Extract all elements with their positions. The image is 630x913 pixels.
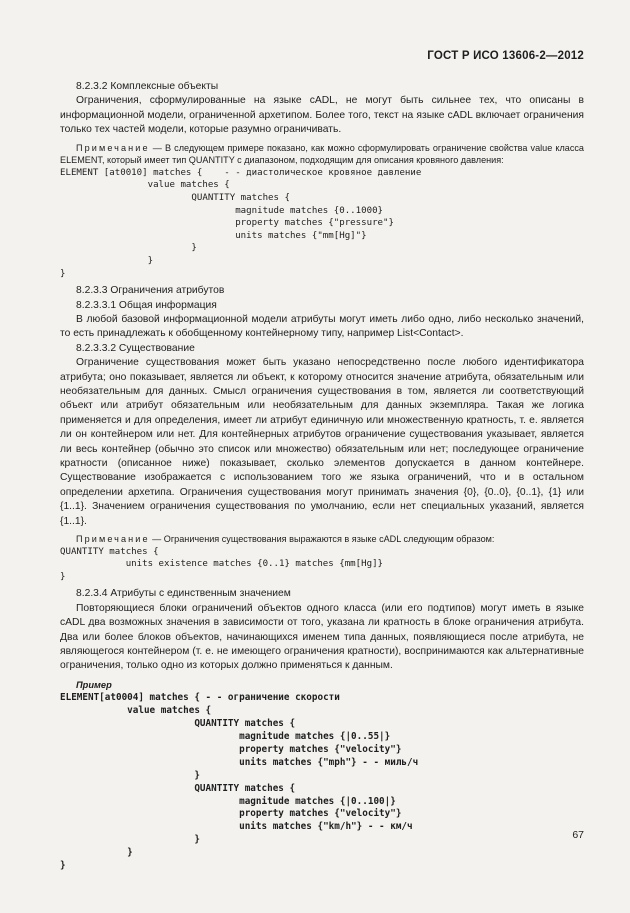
paragraph-single-valued: Повторяющиеся блоки ограничений объектов одного класса (или его подтипов) могут иметь в языке cADL два возможных значения в зависимости от того, указана ли кратность в блоке ограничения атрибута. Два или более блоков объектов, начинающихся именем типа данных, появляющиеся после атрибута, не являющегося контейнером (т. е. не имеющего ограничения кратности), воспринимаются как альтернативные ограничения, только одно из которых должно применяться к данным. bbox=[60, 602, 584, 672]
note-existence bbox=[60, 533, 584, 546]
page-number: 67 bbox=[572, 829, 584, 841]
note-text: — Ограничения существования выражаются в языке cADL следующим образом: bbox=[149, 534, 495, 545]
paragraph-general-info: В любой базовой информационной модели атрибуты могут иметь либо одно, либо несколько значений, то есть принадлежать к обобщенному контейнерному типу, например List<Contact>. bbox=[60, 313, 584, 340]
section-heading-8232: 8.2.3.2 Комплексные объекты bbox=[76, 81, 219, 92]
document-body bbox=[60, 80, 584, 873]
note-label: Примечание bbox=[76, 142, 150, 153]
section-heading-82331: 8.2.3.3.1 Общая информация bbox=[76, 299, 217, 311]
standard-header: ГОСТ Р ИСО 13606-2—2012 bbox=[427, 50, 584, 62]
paragraph-complex-objects: Ограничения, сформулированные на языке cADL, не могут быть сильнее тех, что описаны в информационной модели, ограниченной архетипом. Более того, текст на языке cADL включает ограничения только тех частей модели, которые разумно ограничивать. bbox=[60, 95, 584, 136]
code-block-blood-pressure: ELEMENT [at0010] matches { - - диастолическое кровяное давление value matches { QUANTITY matches { magnitude matches {0..1000} property matches {"pressure"} units matches {"mm[Hg]"} } } } bbox=[60, 167, 422, 279]
note-text: — В следующем примере показано, как можно сформулировать ограничение свойства value класса ELEMENT, который имеет тип QUANTITY с диапазоном, подходящим для описания кровяного давления: bbox=[60, 142, 584, 166]
section-heading-8233: 8.2.3.3 Ограничения атрибутов bbox=[76, 285, 225, 297]
code-block-existence: QUANTITY matches { units existence matches {0..1} matches {mm[Hg]} } bbox=[60, 546, 384, 582]
example-label: Пример bbox=[76, 679, 112, 690]
note-blood-pressure bbox=[60, 142, 584, 167]
section-heading-82332: 8.2.3.3.2 Существование bbox=[76, 342, 195, 354]
section-heading-8234: 8.2.3.4 Атрибуты с единственным значением bbox=[76, 588, 291, 600]
code-block-speed-example: ELEMENT[at0004] matches { - - ограничение скорости value matches { QUANTITY matches { magnitude matches {|0..55|} property matches {"velocity"} units matches {"mph"} - - миль/ч } QUANTITY matches { magnitude matches {|0..100|} property matches {"velocity"} units matches {"km/h"} - - км/ч } } } bbox=[60, 692, 419, 872]
paragraph-existence: Ограничение существования может быть указано непосредственно после любого идентификатора атрибута; оно показывает, является ли объект, к которому относится значение атрибута, обязательным или необязательным для данных. Смысл ограничения существования в том, является ли соответствующий объект или атрибут обязательным или необязательным для данных экземпляра. Такая же логика применяется и для определения, имеет ли атрибут единичную или множественную кратность, т. е. является ли он контейнером или нет. Для контейнерных атрибутов ограничение существования указывает, является ли весь контейнер (обычно это список или множество) обязательным или нет; последующее ограничение кратности (описанное ниже) показывает, сколько элементов допускается в данном контейнере. Существование изображается с использованием того же языка ограничений, что и в остальном определении архетипа. Ограничения существования могут принимать значения {0}, {0..0}, {0..1}, {1} или {1..1}. Значением ограничения существования по умолчанию, если нет специальных указаний, является {1..1}. bbox=[60, 357, 584, 527]
note-label: Примечание bbox=[76, 534, 150, 545]
